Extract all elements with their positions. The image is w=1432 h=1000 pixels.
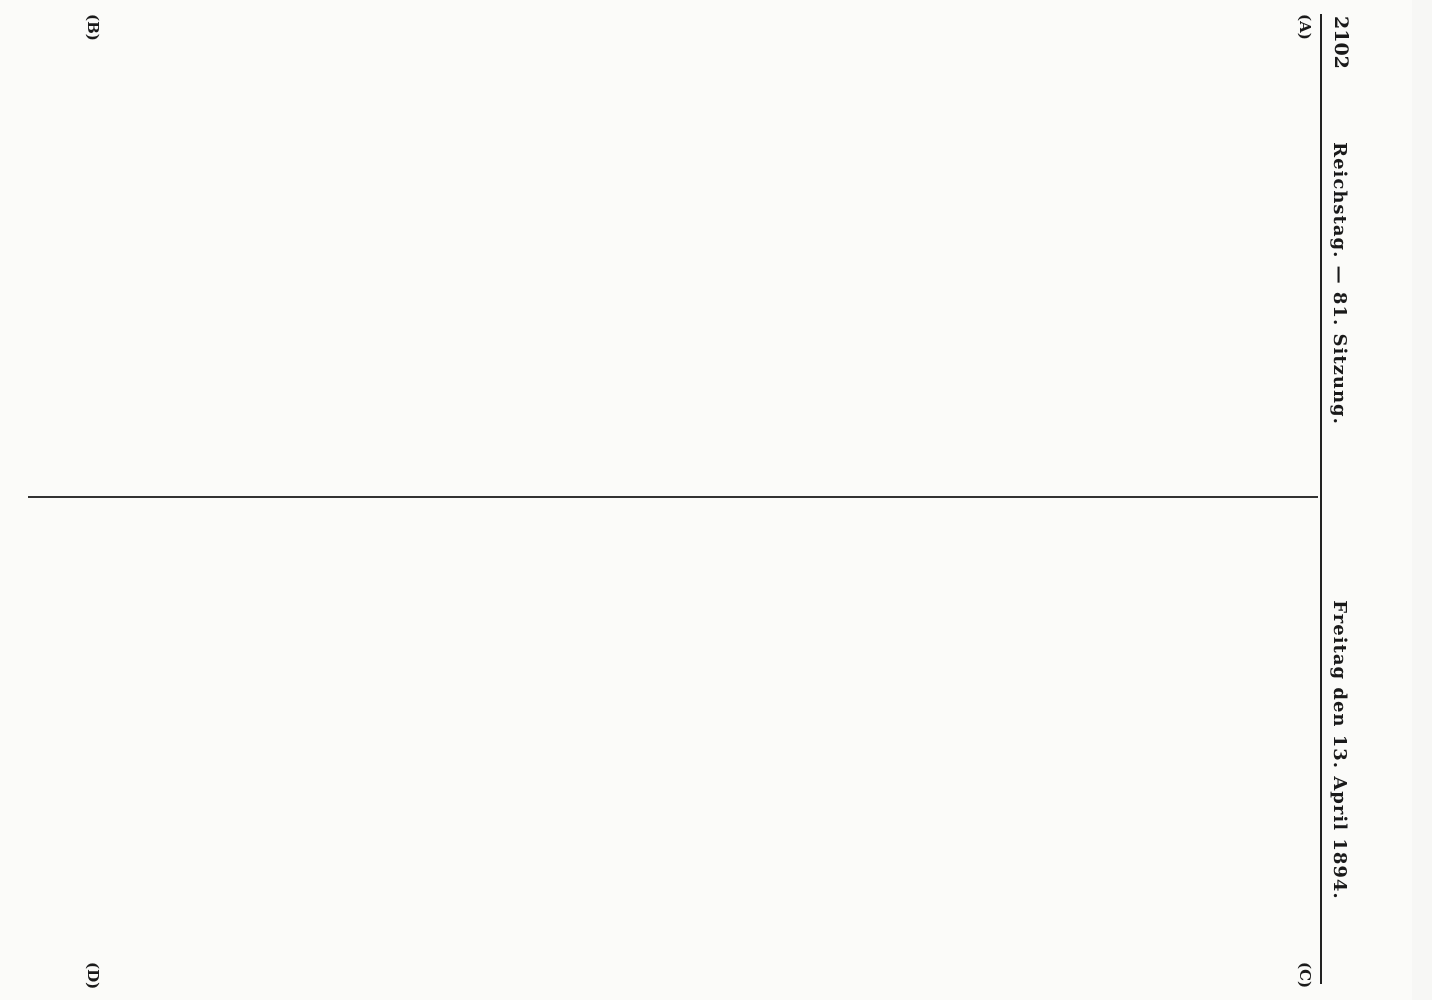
page-header-left — [1328, 16, 1352, 456]
right-column — [28, 530, 1312, 955]
margin-marker-b: (B) — [84, 14, 102, 41]
page-header-right — [1328, 520, 1352, 980]
right-column-text — [28, 530, 1312, 955]
margin-marker-a: (A) — [1296, 14, 1314, 40]
column-divider — [28, 496, 1318, 498]
margin-marker-c: (C) — [1296, 962, 1314, 989]
left-column — [28, 44, 1312, 464]
left-column-text — [28, 44, 1312, 464]
session-date: Freitag den 13. April 1894. — [1329, 600, 1350, 900]
margin-marker-d: (D) — [84, 962, 102, 990]
session-title: Reichstag. — 81. Sitzung. — [1329, 142, 1350, 425]
page-number: 2102 — [1330, 16, 1352, 69]
header-rule — [1320, 14, 1322, 984]
